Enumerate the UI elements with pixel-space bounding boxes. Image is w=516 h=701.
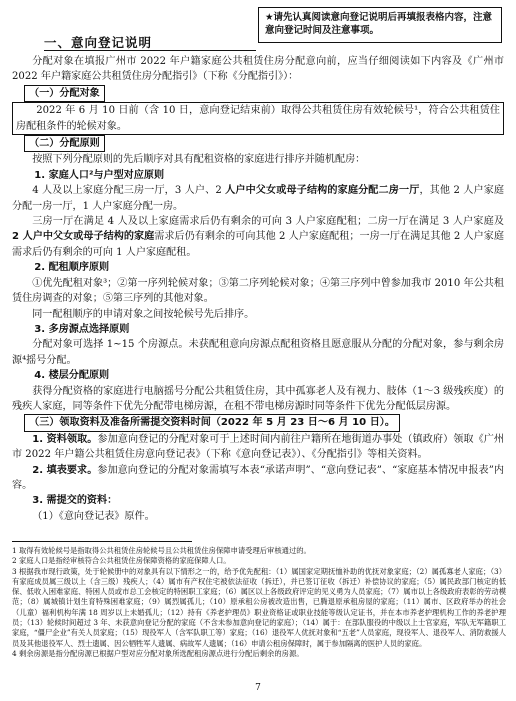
principle-4-title: 4. 楼层分配原则 (34, 370, 110, 382)
principle-2-title: 2. 配租顺序原则 (34, 262, 110, 274)
document-body (12, 54, 504, 524)
principle-1-para-2: 三房一厅在满足 4 人及以上家庭需求后仍有剩余的可向 3 人户家庭配租；二房一厅在满足 3 人户家庭及 2 人户中父女或母子结构的家庭需求后仍有剩余的可向其他 2 人户家庭配租；一房一厅在满足其他 2 人户家庭需求后仍有剩余的可向 1 人户家庭配租。 (12, 216, 504, 258)
notice-text: ★请先认真阅读意向登记说明后再填报表格内容，注意意向登记时间及注意事项。 (265, 12, 493, 36)
item-1-paragraph: 1. 资料领取。参加意向登记的分配对象可于上述时间内前往户籍所在地街道办事处（镇政府）领取《广州市 2022 年户籍公共租赁住房意向登记表》（下称《意向登记表》）、《分配指引》等相关资料。 (12, 433, 505, 461)
principle-4-para-1: 获得分配资格的家庭进行电脑摇号分配公共租赁住房，其中孤寡老人及有视力、肢体（1～3 级残疾度）的残疾人家庭，同等条件下优先分配带电梯房源，在租不带电梯房源时同等条件下优先分配低层房源。 (12, 385, 504, 412)
item-3-title: 3. 需提交的资料： (32, 495, 118, 507)
subsection-2-intro: 按照下列分配原则的先后顺序对具有配租资格的家庭进行排序并随机配房： (32, 154, 366, 166)
subsection-1-title: （一）分配对象 (24, 85, 105, 102)
principle-2-para-2: 同一配租顺序的申请对象之间按轮候号先后排序。 (32, 308, 255, 320)
subsection-1-body: 2022 年 6 月 10 日前（含 10 日，意向登记结束前）取得公共租赁住房有效轮候号¹，符合公共租赁住房配租条件的轮候对象。 (12, 102, 504, 135)
principle-3-para-1: 分配对象可选择 1~15 个房源点。未获配租意向房源点配租资格且愿意服从分配的分配对象，参与剩余房源⁴摇号分配。 (12, 339, 504, 366)
item-2-paragraph: 2. 填表要求。参加意向登记的分配对象需填写本表“承诺声明”、“意向登记表”、“家庭基本情况申报表”内容。 (12, 464, 505, 491)
principle-1-para-1: 4 人及以上家庭分配三房一厅，3 人户、2 人户中父女或母子结构的家庭分配二房一厅，其他 2 人户家庭分配一房一厅，1 人户家庭分配一房。 (12, 185, 505, 212)
page-number: 7 (255, 683, 261, 693)
section-title: 一、意向登记说明 (44, 35, 153, 50)
subsection-2-title: （二）分配原则 (24, 135, 105, 152)
footnote-2: 2 家庭人口是指经审核符合公共租赁住房保障资格的家庭保障人口。 (12, 556, 231, 566)
footnotes (12, 546, 506, 659)
principle-1-title: 1. 家庭人口²与户型对应原则 (34, 169, 165, 181)
notice-box (258, 7, 502, 43)
item-3-paragraph: （1）《意向登记表》原件。 (32, 510, 155, 522)
footnote-3: 3 根据我市现行政策，处于轮候册中的对象具有以下情形之一的，给予优先配租：（1）属国家定期抚恤补助的优抚对象家庭；（2）属孤寡老人家庭；（3）有家庭成员属三级以上（含三级）残疾人；（4）属市有产权住宅被依法征收（拆迁），并已签订征收（拆迁）补偿协议的家庭；（5）属民政部门核定的低保、低收入困难家庭、特困人员或市总工会核定的特困职工家庭；（6）属区以上各级政府评定的见义勇为人员家庭；（7）属市以上各级政府表彰的劳动模范；（8）属城镇计划生育特殊困难家庭；（9）属烈属孤儿；（10）原承租公房被改造出售，已腾退原承租房屋的家庭；（11）属市、区政府举办的社会（儿童）福利机构年满 18 周岁以上未婚孤儿；（12）持有《养老护理员》职业资格证或职业技能等级认定证书，并在本市养老护理机构工作的养老护理员；（13）轮候时间超过 3 年、未获意向登记分配的家庭（不含未参加意向登记的家庭）；（14）属于：在部队服役的中级以上士官家庭，军队无军籍职工家庭，“僵尸企业”有关人员家庭；（15）现役军人（含军队职工等）家庭；（16）退役军人优抚对象和“五老”人员家庭，现役军人、退役军人、消防救援人员及其他退役军人、烈士遗属、因公牺牲军人遗属、病故军人遗属；（16）申请公租房保障时，属于参加隔离的医护人员的家庭。 (12, 566, 506, 648)
principle-2-para-1: ①优先配租对象³；②第一序列轮候对象；③第二序列轮候对象；④第三序列中曾参加我市 2010 年公共租赁住房调查的对象；⑤第三序列的其他对象。 (12, 277, 504, 305)
title-underline (44, 50, 256, 51)
subsection-3-title: （三）领取资料及准备所需提交资料时间（2022 年 5 月 23 日～6 月 10 日）。 (24, 414, 400, 431)
footnote-4: 4 剩余房源是指分配房源已根据户型对应分配对象所选配租房源点进行分配后剩余的房源。 (12, 648, 304, 658)
footnote-divider (12, 541, 192, 542)
principle-3-title: 3. 多房源点选择原则 (34, 323, 130, 335)
intro-paragraph: 分配对象在填报广州市 2022 年户籍家庭公共租赁住房分配意向前，应当仔细阅读如下内容及《广州市 2022 年户籍家庭公共租赁住房分配指引》（下称《分配指引》）： (12, 56, 504, 83)
footnote-1: 1 取得有效轮候号是指取得公共租赁住房轮候号且公共租赁住房保障申请受理后审核通过的。 (12, 546, 311, 555)
